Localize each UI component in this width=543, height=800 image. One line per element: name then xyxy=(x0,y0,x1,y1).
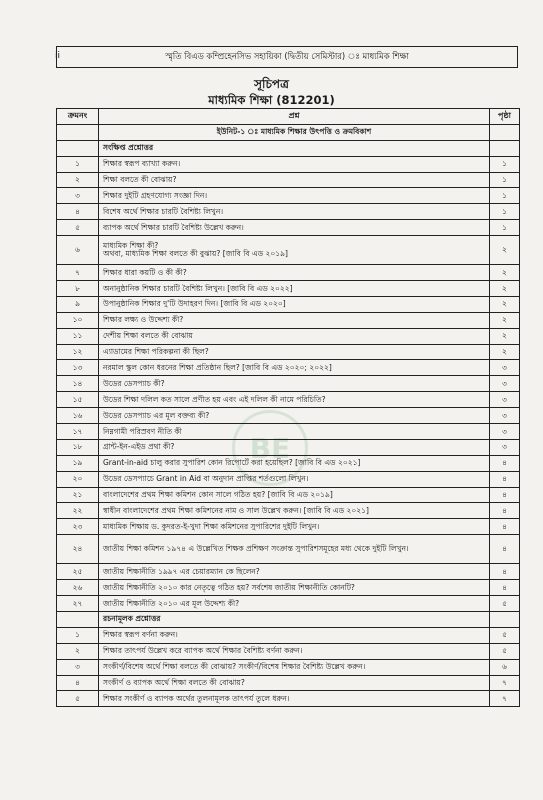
toc-row xyxy=(57,424,520,440)
row-question: জাতীয় শিক্ষানীতি ২০১০ এর মূল উদ্দেশ্য কী? xyxy=(99,596,490,612)
row-question: জাতীয় শিক্ষানীতি ২০১০ কার নেতৃত্বে গঠিত হয়? সর্বশেষ জাতীয় শিক্ষানীতি কোনটি? xyxy=(99,580,490,596)
row-serial: ৩ xyxy=(57,188,99,204)
toc-row xyxy=(57,408,520,424)
section-row xyxy=(57,140,520,156)
row-page: ৪ xyxy=(490,471,520,487)
toc-row xyxy=(57,487,520,503)
watermark-logo: BE xyxy=(232,410,308,486)
row-serial: ২০ xyxy=(57,471,99,487)
row-question: উডের ডেসপ্যাচ এর মূল বক্তব্য কী? xyxy=(99,408,490,424)
toc-row xyxy=(57,439,520,455)
toc-row xyxy=(57,328,520,344)
row-question: বাংলাদেশের প্রথম শিক্ষা কমিশন কোন সালে গঠিত হয়? [জাবি বি এড ২০১৯] xyxy=(99,487,490,503)
row-question: শিক্ষার স্বরূপ ব্যাখ্যা করুন। xyxy=(99,156,490,172)
toc-row xyxy=(57,392,520,408)
row-serial: ২ xyxy=(57,643,99,659)
running-header-title: স্মৃতি বিএড কম্প্রিহেনসিভ সহায়িকা (দ্বিতীয় সেমিস্টার) ঃ মাধ্যমিক শিক্ষা xyxy=(165,51,409,61)
toc-row xyxy=(57,296,520,312)
row-page: ২ xyxy=(490,328,520,344)
row-question: উডের ডেসপ্যাচে Grant in Aid বা অনুদান প্রাপ্তির শর্তগুলো লিখুন। xyxy=(99,471,490,487)
toc-row xyxy=(57,312,520,328)
row-serial: ৬ xyxy=(57,236,99,265)
row-serial: ৫ xyxy=(57,220,99,236)
toc-row xyxy=(57,564,520,580)
unit-row xyxy=(57,124,520,140)
row-question: জাতীয় শিক্ষা কমিশন ১৯৭৪ এ উল্লেখিত শিক্ষক প্রশিক্ষণ সংক্রান্ত সুপারিশসমূহের মধ্য থেকে দুইটি লিখুন। xyxy=(99,535,490,564)
row-page: ৩ xyxy=(490,360,520,376)
row-page: ৬ xyxy=(490,659,520,675)
row-page: ৪ xyxy=(490,535,520,564)
toc-header-row xyxy=(57,109,520,125)
row-question: মাধ্যমিক শিক্ষায় ড. কুদরত-ই-খুদা শিক্ষা কমিশনের সুপারিশের দুইটি লিখুন। xyxy=(99,519,490,535)
row-question-line: মাধ্যমিক শিক্ষা কী? xyxy=(103,241,159,251)
toc-row xyxy=(57,360,520,376)
toc-row xyxy=(57,188,520,204)
col-serial-header: ক্রমনং xyxy=(57,109,99,125)
row-page: ৪ xyxy=(490,564,520,580)
toc-title: সূচিপত্র xyxy=(254,77,289,91)
row-serial: ৪ xyxy=(57,204,99,220)
row-question xyxy=(99,236,490,265)
row-page: ৪ xyxy=(490,487,520,503)
row-question: ব্যাপক অর্থে শিক্ষার চারটি বৈশিষ্ট্য উল্লেখ করুন। xyxy=(99,220,490,236)
row-question: নিম্নগামী পরিস্রবণ নীতি কী xyxy=(99,424,490,440)
row-serial: ৮ xyxy=(57,281,99,297)
row-page: ৩ xyxy=(490,424,520,440)
row-serial: ২৫ xyxy=(57,564,99,580)
row-serial: ১৪ xyxy=(57,376,99,392)
row-page: ১ xyxy=(490,204,520,220)
toc-row xyxy=(57,675,520,691)
row-serial: ২১ xyxy=(57,487,99,503)
row-question: গ্রান্ট-ইন-এইড প্রথা কী? xyxy=(99,439,490,455)
row-serial: ২৬ xyxy=(57,580,99,596)
col-question-header: প্রশ্ন xyxy=(99,109,490,125)
row-question: শিক্ষার তাৎপর্য উল্লেখ করে ব্যাপক অর্থে শিক্ষার বৈশিষ্ট্য বর্ণনা করুন। xyxy=(99,643,490,659)
row-page: ২ xyxy=(490,236,520,265)
toc-row xyxy=(57,281,520,297)
row-question: উপানুষ্ঠানিক শিক্ষার দু'টি উদাহরণ দিন। [জাবি বি এড ২০২০] xyxy=(99,296,490,312)
toc-row xyxy=(57,471,520,487)
row-page: ৫ xyxy=(490,627,520,643)
row-page: ৪ xyxy=(490,519,520,535)
toc-row xyxy=(57,643,520,659)
row-page: ১ xyxy=(490,188,520,204)
toc-row xyxy=(57,204,520,220)
row-serial: ১২ xyxy=(57,344,99,360)
row-serial: ২২ xyxy=(57,503,99,519)
toc-table xyxy=(56,108,520,707)
toc-row xyxy=(57,236,520,265)
toc-row xyxy=(57,659,520,675)
row-page: ৩ xyxy=(490,439,520,455)
toc-row xyxy=(57,265,520,281)
row-serial: ৭ xyxy=(57,265,99,281)
row-page: ২ xyxy=(490,344,520,360)
row-question: শিক্ষার ধারা কয়টি ও কী কী? xyxy=(99,265,490,281)
row-serial: ১৩ xyxy=(57,360,99,376)
toc-row xyxy=(57,220,520,236)
running-header xyxy=(56,46,518,68)
row-page: ২ xyxy=(490,296,520,312)
section-essay-heading: রচনামূলক প্রশ্নোত্তর xyxy=(99,611,490,627)
row-question: শিক্ষার দুইটি গ্রহণযোগ্য সংজ্ঞা দিন। xyxy=(99,188,490,204)
row-question: শিক্ষার লক্ষ্য ও উদ্দেশ্য কী? xyxy=(99,312,490,328)
toc-row xyxy=(57,503,520,519)
toc-row xyxy=(57,344,520,360)
row-question: দেশীয় শিক্ষা বলতে কী বোঝায় xyxy=(99,328,490,344)
toc-row xyxy=(57,691,520,707)
row-question: বিশেষ অর্থে শিক্ষার চারটি বৈশিষ্ট্য লিখুন। xyxy=(99,204,490,220)
row-question: Grant-in-aid চালু করার সুপারিশ কোন রিপোর্টে করা হয়েছিল? [জাবি বি এড ২০২১] xyxy=(99,455,490,471)
row-serial: ১১ xyxy=(57,328,99,344)
row-question: নরমাল স্কুল কোন ধরনের শিক্ষা প্রতিষ্ঠান ছিল? [জাবি বি এড ২০২০; ২০২২] xyxy=(99,360,490,376)
row-question: শিক্ষা বলতে কী বোঝায়? xyxy=(99,172,490,188)
row-serial: ১ xyxy=(57,627,99,643)
row-question: সংকীর্ণ/বিশেষ অর্থে শিক্ষা বলতে কী বোঝায়? সংকীর্ণ/বিশেষ শিক্ষার বৈশিষ্ট্য উল্লেখ করুন। xyxy=(99,659,490,675)
row-question: স্বাধীন বাংলাদেশের প্রথম শিক্ষা কমিশনের নাম ও সাল উল্লেখ করুন। [জাবি বি এড ২০২১] xyxy=(99,503,490,519)
row-serial: ১৬ xyxy=(57,408,99,424)
row-serial: ৫ xyxy=(57,691,99,707)
unit-heading: ইউনিট-১ ঃ মাধ্যমিক শিক্ষার উৎপত্তি ও ক্রমবিকাশ xyxy=(99,124,490,140)
row-page: ৪ xyxy=(490,503,520,519)
row-page: ৫ xyxy=(490,596,520,612)
row-question: সংকীর্ণ ও ব্যাপক অর্থে শিক্ষা বলতে কী বোঝায়? xyxy=(99,675,490,691)
row-question: উডের শিক্ষা দলিল কত সালে প্রণীত হয় এবং এই দলিল কী নামে পরিচিতি? xyxy=(99,392,490,408)
row-question: উডের ডেসপ্যাচ কী? xyxy=(99,376,490,392)
row-question: জাতীয় শিক্ষানীতি ১৯৯৭ এর চেয়ারম্যান কে ছিলেন? xyxy=(99,564,490,580)
row-page: ১ xyxy=(490,220,520,236)
row-page: ৫ xyxy=(490,643,520,659)
toc-row xyxy=(57,596,520,612)
row-serial: ১৫ xyxy=(57,392,99,408)
col-page-header: পৃষ্ঠা xyxy=(490,109,520,125)
toc-row xyxy=(57,455,520,471)
section-row xyxy=(57,611,520,627)
row-serial: ২৪ xyxy=(57,535,99,564)
row-page: ৭ xyxy=(490,691,520,707)
row-page: ৩ xyxy=(490,392,520,408)
row-serial: ২৭ xyxy=(57,596,99,612)
row-page: ৩ xyxy=(490,376,520,392)
row-serial: ১৮ xyxy=(57,439,99,455)
row-serial: ১৭ xyxy=(57,424,99,440)
row-serial: ২৩ xyxy=(57,519,99,535)
toc-row xyxy=(57,172,520,188)
row-serial: ২ xyxy=(57,172,99,188)
row-serial: ১ xyxy=(57,156,99,172)
toc-row xyxy=(57,627,520,643)
row-page: ৭ xyxy=(490,675,520,691)
row-question: শিক্ষার স্বরূপ বর্ণনা করুন। xyxy=(99,627,490,643)
subject-title: মাধ্যমিক শিক্ষা (812201) xyxy=(208,93,335,107)
row-page: ২ xyxy=(490,312,520,328)
toc-row xyxy=(57,580,520,596)
row-serial: ৯ xyxy=(57,296,99,312)
row-page: ২ xyxy=(490,281,520,297)
row-page: ১ xyxy=(490,172,520,188)
row-question: অনানুষ্ঠানিক শিক্ষার চারটি বৈশিষ্ট্য লিখুন। [জাবি বি এড ২০২২] xyxy=(99,281,490,297)
row-serial: ১৯ xyxy=(57,455,99,471)
row-serial: ৩ xyxy=(57,659,99,675)
row-page: ১ xyxy=(490,156,520,172)
row-question-line: অথবা, মাধ্যমিক শিক্ষা বলতে কী বুঝায়? [জাবি বি এড ২০১৯] xyxy=(103,249,288,259)
row-page: ৩ xyxy=(490,408,520,424)
row-serial: ৪ xyxy=(57,675,99,691)
toc-row xyxy=(57,156,520,172)
page-number: ii xyxy=(55,51,61,61)
section-short-heading: সংক্ষিপ্ত প্রশ্নোত্তর xyxy=(99,140,490,156)
row-page: ২ xyxy=(490,265,520,281)
toc-row xyxy=(57,519,520,535)
row-serial: ১০ xyxy=(57,312,99,328)
toc-row xyxy=(57,376,520,392)
row-question: শিক্ষার সংকীর্ণ ও ব্যাপক অর্থের তুলনামূলক তাৎপর্য তুলে ধরুন। xyxy=(99,691,490,707)
row-question: এ্যাডামের শিক্ষা পরিকল্পনা কী ছিল? xyxy=(99,344,490,360)
row-page: ৪ xyxy=(490,455,520,471)
row-page: ৪ xyxy=(490,580,520,596)
toc-row xyxy=(57,535,520,564)
